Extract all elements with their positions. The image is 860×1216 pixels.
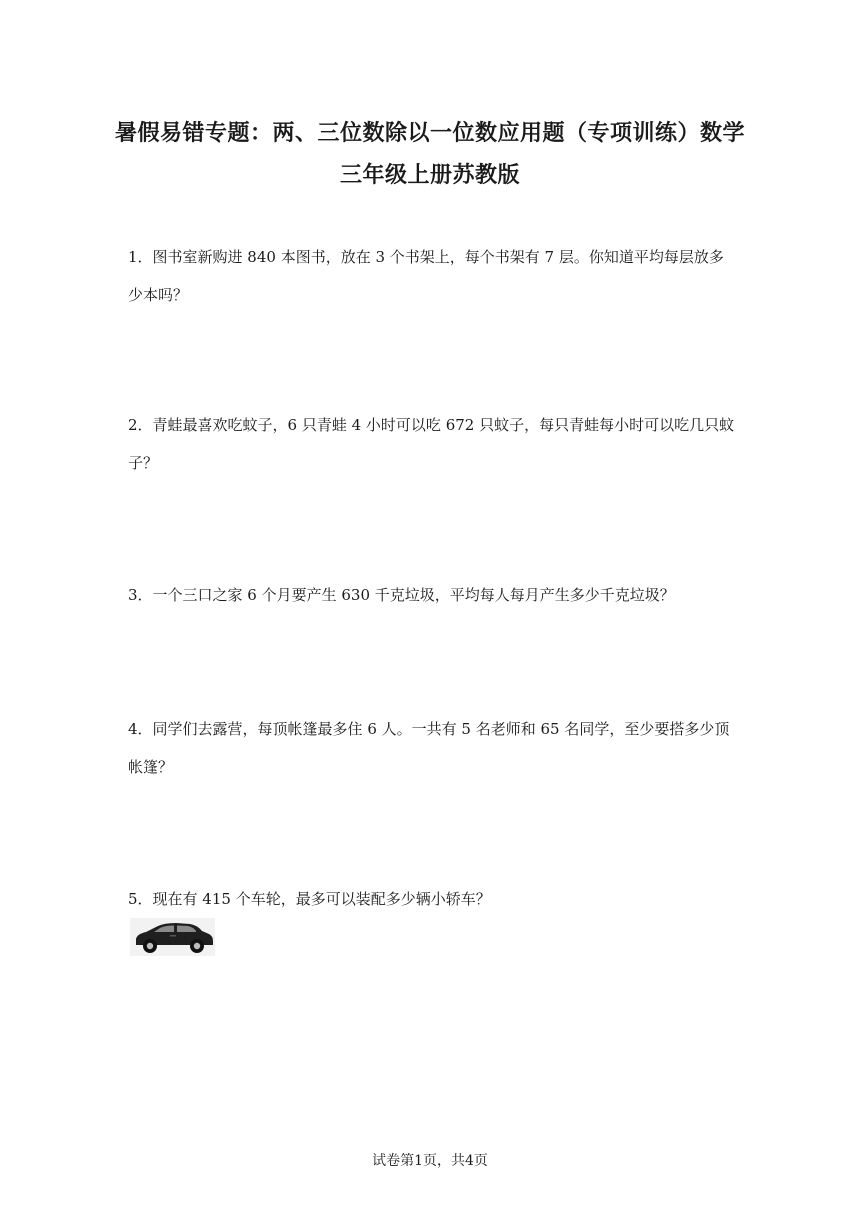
question-4: 4．同学们去露营，每顶帐篷最多住 6 人。一共有 5 名老师和 65 名同学，至少要搭多少顶帐篷？ xyxy=(128,720,730,776)
question-5: 5．现在有 415 个车轮，最多可以装配多少辆小轿车？ xyxy=(128,890,491,908)
document-subtitle: 三年级上册苏教版 xyxy=(339,163,520,188)
car-icon xyxy=(130,918,215,956)
page-footer: 试卷第1页，共4页 xyxy=(372,1153,488,1169)
question-3: 3．一个三口之家 6 个月要产生 630 千克垃圾，平均每人每月产生多少千克垃圾？ xyxy=(128,586,675,604)
question-1: 1．图书室新购进 840 本图书，放在 3 个书架上，每个书架有 7 层。你知道平均每层放多少本吗？ xyxy=(128,248,724,304)
question-2: 2．青蛙最喜欢吃蚊子，6 只青蛙 4 小时可以吃 672 只蚊子，每只青蛙每小时可以吃几只蚊子？ xyxy=(128,416,735,472)
document-title: 暑假易错专题：两、三位数除以一位数应用题（专项训练）数学 xyxy=(114,121,745,146)
